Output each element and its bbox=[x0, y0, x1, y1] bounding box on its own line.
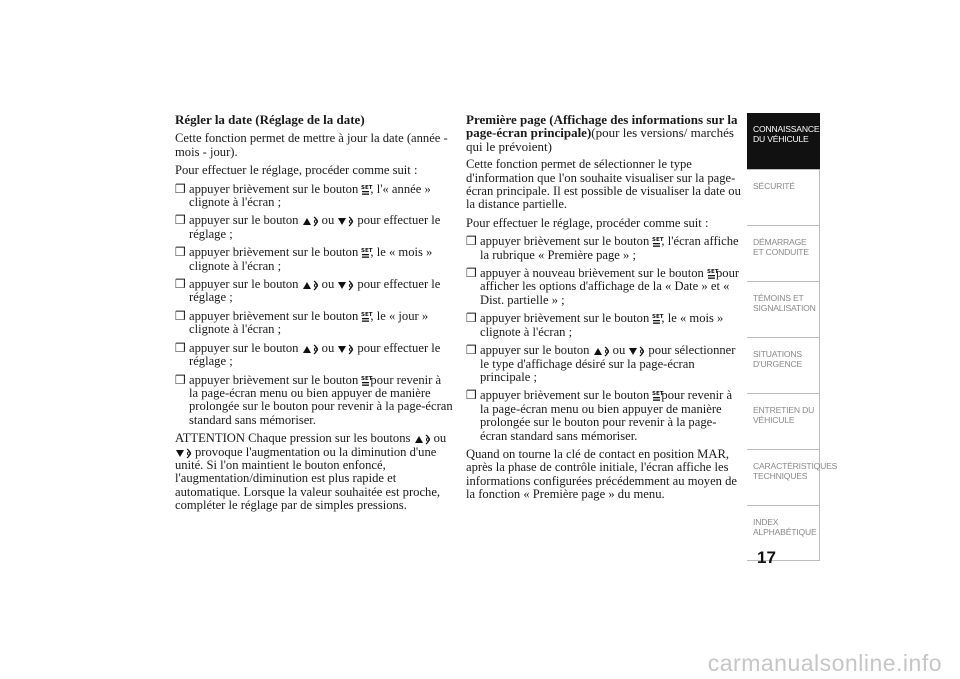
checkbox-bullet-icon: ❒ bbox=[175, 277, 186, 292]
step-text: appuyer brièvement sur le bouton bbox=[189, 308, 359, 323]
steps-list bbox=[175, 183, 453, 428]
checkbox-bullet-icon: ❒ bbox=[175, 245, 186, 260]
list-item bbox=[466, 235, 742, 262]
step-text: ou bbox=[321, 340, 335, 355]
list-item bbox=[466, 389, 742, 443]
list-item bbox=[466, 312, 742, 339]
section-heading-first-page bbox=[466, 113, 742, 153]
heading-note: (pour les versions/ marchés qui le prévoient) bbox=[466, 125, 734, 154]
list-item bbox=[175, 310, 453, 337]
section-heading-date: Régler la date (Réglage de la date) bbox=[175, 112, 365, 127]
svg-text:SET: SET bbox=[652, 391, 664, 398]
up-button-icon bbox=[302, 343, 322, 355]
svg-text:SET: SET bbox=[361, 311, 373, 318]
intro-text: Cette fonction permet de mettre à jour la date (année - mois - jour). bbox=[175, 131, 448, 159]
checkbox-bullet-icon: ❒ bbox=[466, 311, 477, 326]
step-text: appuyer à nouveau brièvement sur le bouton bbox=[480, 266, 704, 281]
list-item bbox=[466, 344, 742, 384]
down-button-icon bbox=[337, 215, 357, 227]
up-button-icon bbox=[414, 433, 434, 445]
step-text: appuyer brièvement sur le bouton bbox=[189, 372, 359, 387]
attention-text: ATTENTION Chaque pression sur les boutons bbox=[175, 431, 411, 446]
tab-index[interactable]: INDEX ALPHABÉTIQUE bbox=[747, 505, 820, 561]
svg-text:SET: SET bbox=[361, 375, 373, 382]
checkbox-bullet-icon: ❒ bbox=[466, 234, 477, 249]
step-text: ou bbox=[321, 213, 335, 228]
step-text: pour effectuer le réglage ; bbox=[189, 213, 441, 241]
step-text: appuyer sur le bouton bbox=[480, 343, 590, 358]
step-text: appuyer brièvement sur le bouton bbox=[480, 311, 650, 326]
heading-text: Première page (Affichage des informations sur la page-écran principale) bbox=[466, 112, 738, 141]
step-text: appuyer brièvement sur le bouton bbox=[480, 234, 650, 249]
chapter-tabs bbox=[747, 113, 838, 561]
svg-text:SET: SET bbox=[361, 184, 373, 191]
down-button-icon bbox=[337, 279, 357, 291]
up-button-icon bbox=[302, 279, 322, 291]
checkbox-bullet-icon: ❒ bbox=[175, 340, 186, 355]
down-button-icon bbox=[175, 447, 195, 459]
procedure-text: Pour effectuer le réglage, procéder comme suit : bbox=[175, 163, 418, 178]
step-text: ou bbox=[612, 343, 626, 358]
menu-set-icon bbox=[706, 268, 719, 280]
left-column bbox=[175, 113, 453, 518]
step-text: , le « mois » clignote à l'écran ; bbox=[480, 311, 724, 339]
intro-text: Cette fonction permet de sélectionner le type d'information que l'on souhaite visualiser sur la page-écran principale. Il est possible de visualiser la date ou la distance partielle. bbox=[466, 157, 741, 212]
step-text: appuyer brièvement sur le bouton bbox=[189, 181, 359, 196]
right-column bbox=[466, 113, 742, 507]
list-item bbox=[175, 374, 453, 428]
svg-text:SET: SET bbox=[652, 314, 664, 321]
step-text: , le « jour » clignote à l'écran ; bbox=[189, 308, 429, 337]
checkbox-bullet-icon: ❒ bbox=[466, 266, 477, 281]
checkbox-bullet-icon: ❒ bbox=[466, 388, 477, 403]
step-text: , le « mois » clignote à l'écran ; bbox=[189, 245, 433, 273]
list-item bbox=[466, 267, 742, 307]
step-text: pour revenir à la page-écran menu ou bien appuyer de manière prolongée sur le bouton pour revenir à la page-écran standard sans mémoriser. bbox=[189, 372, 453, 427]
checkbox-bullet-icon: ❒ bbox=[175, 213, 186, 228]
step-text: , l'écran affiche la rubrique « Première page » ; bbox=[480, 234, 739, 262]
tab-urgence[interactable]: SITUATIONS D'URGENCE bbox=[747, 337, 820, 393]
up-button-icon bbox=[302, 215, 322, 227]
up-button-icon bbox=[593, 345, 613, 357]
closing-text: Quand on tourne la clé de contact en position MAR, après la phase de contrôle initiale, l'écran affiche les informations configurées précédemment au moyen de la fonction « Première page » du menu. bbox=[466, 446, 738, 502]
page-number: 17 bbox=[757, 548, 776, 567]
list-item bbox=[175, 342, 453, 369]
step-text: appuyer sur le bouton bbox=[189, 277, 299, 292]
list-item bbox=[175, 214, 453, 241]
tab-temoins[interactable]: TÉMOINS ET SIGNALISATION bbox=[747, 281, 820, 337]
tab-connaissance[interactable]: CONNAISSANCE DU VÉHICULE bbox=[747, 113, 820, 169]
step-text: pour afficher les options d'affichage de la « Date » et « Dist. partielle » ; bbox=[480, 266, 740, 307]
checkbox-bullet-icon: ❒ bbox=[175, 308, 186, 323]
procedure-text: Pour effectuer le réglage, procéder comme suit : bbox=[466, 215, 709, 230]
step-text: pour effectuer le réglage ; bbox=[189, 340, 441, 369]
attention-text: ou bbox=[433, 431, 447, 446]
list-item bbox=[175, 183, 453, 210]
list-item bbox=[175, 278, 453, 305]
svg-text:SET: SET bbox=[361, 248, 373, 255]
svg-text:SET: SET bbox=[652, 237, 664, 244]
down-button-icon bbox=[628, 345, 648, 357]
watermark-text: carmanualsonline.info bbox=[707, 650, 942, 676]
step-text: pour revenir à la page-écran menu ou bien appuyer de manière prolongée sur le bouton pour revenir à la page-écran standard sans mémoriser. bbox=[480, 388, 733, 443]
tab-entretien[interactable]: ENTRETIEN DU VÉHICULE bbox=[747, 393, 820, 449]
tab-caracteristiques[interactable]: CARACTÉRISTIQUES TECHNIQUES bbox=[747, 449, 820, 505]
attention-note bbox=[175, 432, 453, 512]
down-button-icon bbox=[337, 343, 357, 355]
steps-list bbox=[466, 235, 742, 443]
svg-text:SET: SET bbox=[706, 269, 719, 276]
checkbox-bullet-icon: ❒ bbox=[175, 372, 186, 387]
step-text: , l'« année » clignote à l'écran ; bbox=[189, 181, 431, 210]
step-text: pour effectuer le réglage ; bbox=[189, 277, 441, 305]
tab-securite[interactable]: SÉCURITÉ bbox=[747, 169, 820, 225]
attention-text: provoque l'augmentation ou la diminution d'une unité. Si l'on maintient le bouton enfoncé, l'augmentation/diminution est plus rapide et automatique. Lorsque la valeur souhaitée est proche, compléter le réglage par de simples pressions. bbox=[175, 444, 441, 513]
step-text: appuyer sur le bouton bbox=[189, 213, 299, 228]
step-text: pour sélectionner le type d'affichage désiré sur la page-écran principale ; bbox=[480, 343, 736, 384]
checkbox-bullet-icon: ❒ bbox=[175, 181, 186, 196]
step-text: appuyer brièvement sur le bouton bbox=[480, 388, 650, 403]
step-text: appuyer sur le bouton bbox=[189, 340, 299, 355]
checkbox-bullet-icon: ❒ bbox=[466, 343, 477, 358]
list-item bbox=[175, 246, 453, 273]
step-text: ou bbox=[321, 277, 335, 292]
tab-demarrage[interactable]: DÉMARRAGE ET CONDUITE bbox=[747, 225, 820, 281]
step-text: appuyer brièvement sur le bouton bbox=[189, 245, 359, 260]
